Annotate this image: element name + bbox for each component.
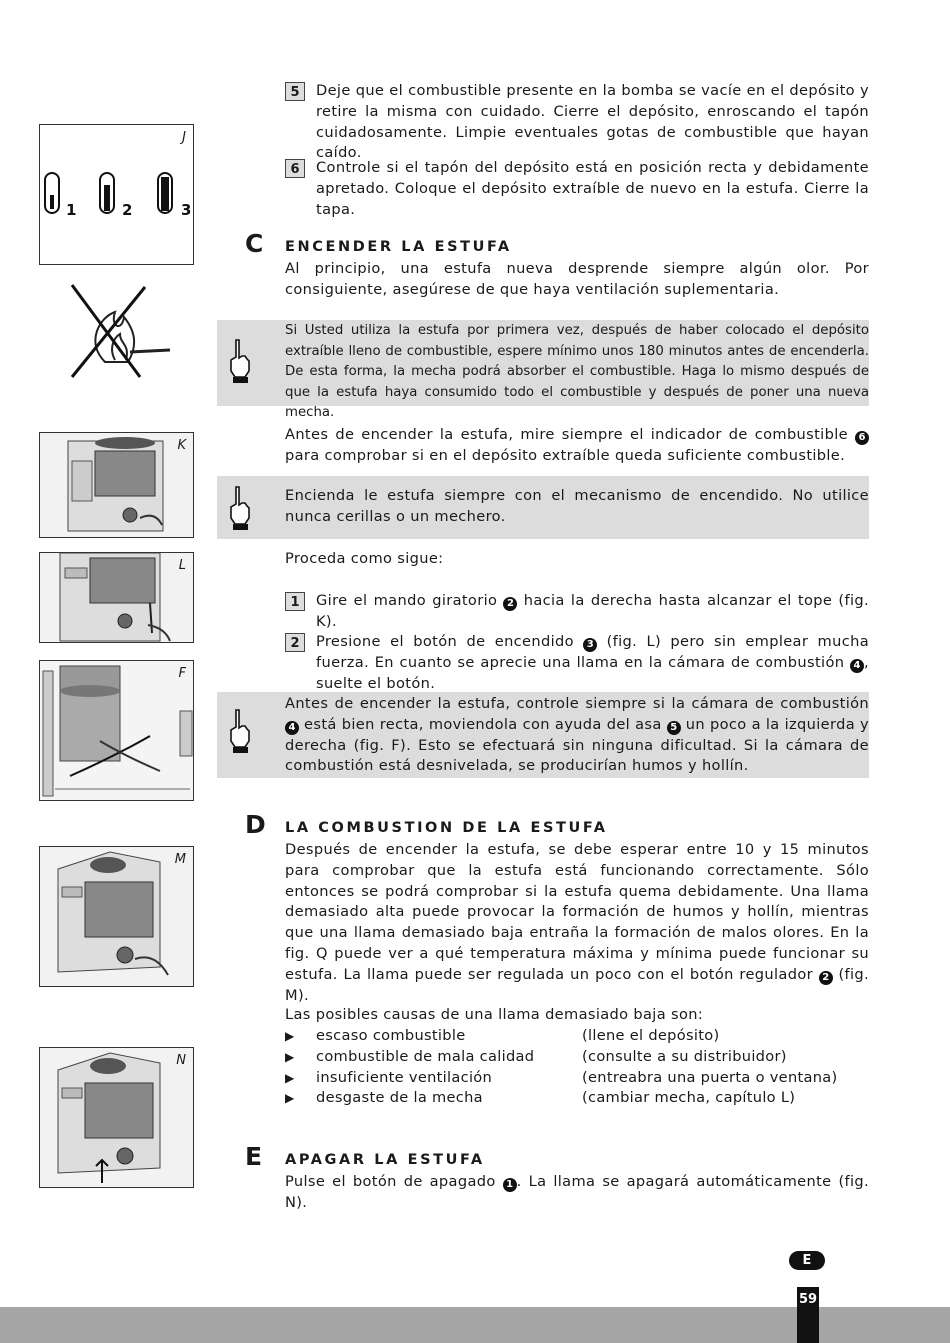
figure-label: J [182, 130, 186, 145]
text-part: (fig. M). [285, 965, 869, 1004]
heater-illustration [40, 553, 194, 643]
text-part: Antes de encender la estufa, controle siempre si la cámara de combustión [285, 695, 869, 712]
section-title: LA COMBUSTION DE LA ESTUFA [285, 820, 608, 836]
step-1 [285, 591, 869, 633]
text-part: . La llama se apagará automáticamente (fig. N). [285, 1173, 869, 1211]
section-title: APAGAR LA ESTUFA [285, 1152, 485, 1168]
note-box [217, 320, 869, 421]
gauge-mark-1: 1 [66, 201, 77, 219]
figure-label: F [178, 666, 186, 681]
ref-number-icon: 3 [583, 638, 597, 652]
ref-number-icon: 5 [667, 721, 681, 735]
figure-j [39, 124, 194, 265]
text-part: para comprobar si en el depósito extraíble queda suficiente combustible. [285, 446, 846, 464]
text-part: Presione el botón de encendido [316, 633, 574, 650]
triangle-bullet-icon: ▶ [285, 1029, 295, 1043]
proceed-text: Proceda como sigue: [285, 550, 444, 567]
section-intro: Al principio, una estufa nueva desprende siempre algún olor. Por consiguiente, asegúrese de que haya ventilación suplementaria. [285, 260, 869, 298]
section-body [285, 840, 869, 1006]
pointing-hand-icon [227, 708, 253, 754]
step-number: 5 [285, 82, 305, 101]
text-part: Antes de encender la estufa, mire siempre el indicador de combustible [285, 426, 848, 443]
note-text: Si Usted utiliza la estufa por primera vez, después de haber colocado el depósito extraíble lleno de combustible, espere mínimo unos 180 minutos antes de encenderla. De esta forma, la mecha podrá absorber el combustible. Haga lo mismo después de que la estufa haya consumido todo el combustible y después de poner una nueva mecha. [285, 323, 869, 421]
step-number: 6 [285, 159, 305, 178]
language-badge: E [789, 1251, 825, 1270]
heater-illustration [40, 847, 194, 987]
cause-text: insuficiente ventilación [316, 1068, 493, 1086]
text-part: Después de encender la estufa, se debe esperar entre 10 y 15 minutos para comprobar que la estufa está funcionando correctamente. Sólo entonces se podrá comprobar si la estufa quema debidamente. Una llama demasiado alta puede provocar la formación de humos y hollín, mientras que una llama demasiado baja entraña la formación de malos olores. En la fig. Q puede ver a qué temperatura máxima y mínima puede funcionar su estufa. La llama puede ser regulada un poco con el botón regulador [285, 841, 869, 983]
text-part: está bien recta, moviendola con ayuda del asa [304, 715, 662, 733]
remedy-text: (llene el depósito) [582, 1027, 720, 1044]
section-letter: E [245, 1142, 263, 1171]
causes-list [285, 1026, 869, 1109]
step-6 [285, 158, 869, 220]
heater-illustration [40, 433, 194, 538]
figure-label: K [177, 438, 186, 453]
figure-label: L [178, 558, 186, 573]
step-text: Deje que el combustible presente en la bomba se vacíe en el depósito y retire la misma con cuidado. Cierre el depósito, enroscando el tapón cuidadosamente. Limpie eventuales gotas de combustible que hayan caído. [316, 82, 869, 162]
text-part: (fig. L) pero sin emplear mucha fuerza. En cuanto se aprecie una llama en la cámara de combustión [316, 633, 869, 671]
fuel-gauge-illustration [40, 125, 194, 265]
causes-intro: Las posibles causas de una llama demasiado baja son: [285, 1006, 704, 1023]
figure-k [39, 432, 194, 538]
section-title: ENCENDER LA ESTUFA [285, 239, 512, 255]
ref-number-icon: 2 [819, 971, 833, 985]
note-text: Encienda le estufa siempre con el mecanismo de encendido. No utilice nunca cerillas o un mechero. [285, 487, 869, 525]
text-part: hacia la derecha hasta alcanzar el tope (fig. K). [316, 592, 869, 630]
combustion-chamber-illustration [40, 661, 194, 801]
text-part: Gire el mando giratorio [316, 592, 498, 609]
ref-number-icon: 6 [855, 431, 869, 445]
cause-text: combustible de mala calidad [316, 1047, 535, 1065]
text-part: Pulse el botón de apagado [285, 1173, 496, 1190]
fuel-indicator-paragraph [285, 425, 869, 467]
ref-number-icon: 4 [850, 659, 864, 673]
triangle-bullet-icon: ▶ [285, 1070, 295, 1085]
no-open-flame-icon [60, 282, 180, 382]
section-letter: D [245, 810, 266, 839]
step-number: 2 [285, 633, 305, 652]
figure-label: M [174, 852, 186, 867]
list-item [285, 1088, 869, 1109]
page-number: 59 [797, 1287, 819, 1343]
step-text: Controle si el tapón del depósito está en posición recta y debidamente apretado. Coloque el depósito extraíble de nuevo en la estufa. Cierre la tapa. [316, 159, 869, 218]
remedy-text: (entreabra una puerta o ventana) [582, 1068, 838, 1086]
step-2 [285, 632, 869, 694]
note-text [285, 694, 869, 777]
pointing-hand-icon [227, 338, 253, 384]
list-item [285, 1026, 869, 1047]
step-5 [285, 81, 869, 164]
text-part: un poco a la izquierda y derecha (fig. F). Esto se efectuará sin ninguna dificultad. Si la cámara de combustión está desnivelada, se producirían humos y hollín. [285, 715, 870, 775]
pointing-hand-icon [227, 485, 253, 531]
section-letter: C [245, 229, 264, 258]
gauge-mark-3: 3 [181, 201, 192, 219]
section-body [285, 1172, 869, 1214]
step-number: 1 [285, 592, 305, 611]
remedy-text: (cambiar mecha, capítulo L) [582, 1089, 796, 1107]
ref-number-icon: 2 [503, 597, 517, 611]
figure-n [39, 1047, 194, 1188]
heater-illustration [40, 1048, 194, 1188]
list-item [285, 1047, 869, 1068]
figure-f [39, 660, 194, 801]
ref-number-icon: 1 [503, 1178, 517, 1192]
cause-text: escaso combustible [316, 1027, 466, 1044]
figure-label: N [176, 1053, 186, 1068]
cause-text: desgaste de la mecha [316, 1089, 483, 1107]
figure-l [39, 552, 194, 643]
gauge-mark-2: 2 [122, 201, 133, 219]
ref-number-icon: 4 [285, 721, 299, 735]
text-part: , suelte el botón. [316, 653, 869, 692]
list-item [285, 1068, 869, 1089]
note-box [217, 476, 869, 539]
note-box [217, 692, 869, 778]
remedy-text: (consulte a su distribuidor) [582, 1047, 787, 1065]
step-text [316, 591, 869, 633]
triangle-bullet-icon: ▶ [285, 1091, 295, 1106]
step-text [316, 632, 869, 694]
figure-m [39, 846, 194, 987]
triangle-bullet-icon: ▶ [285, 1049, 295, 1064]
